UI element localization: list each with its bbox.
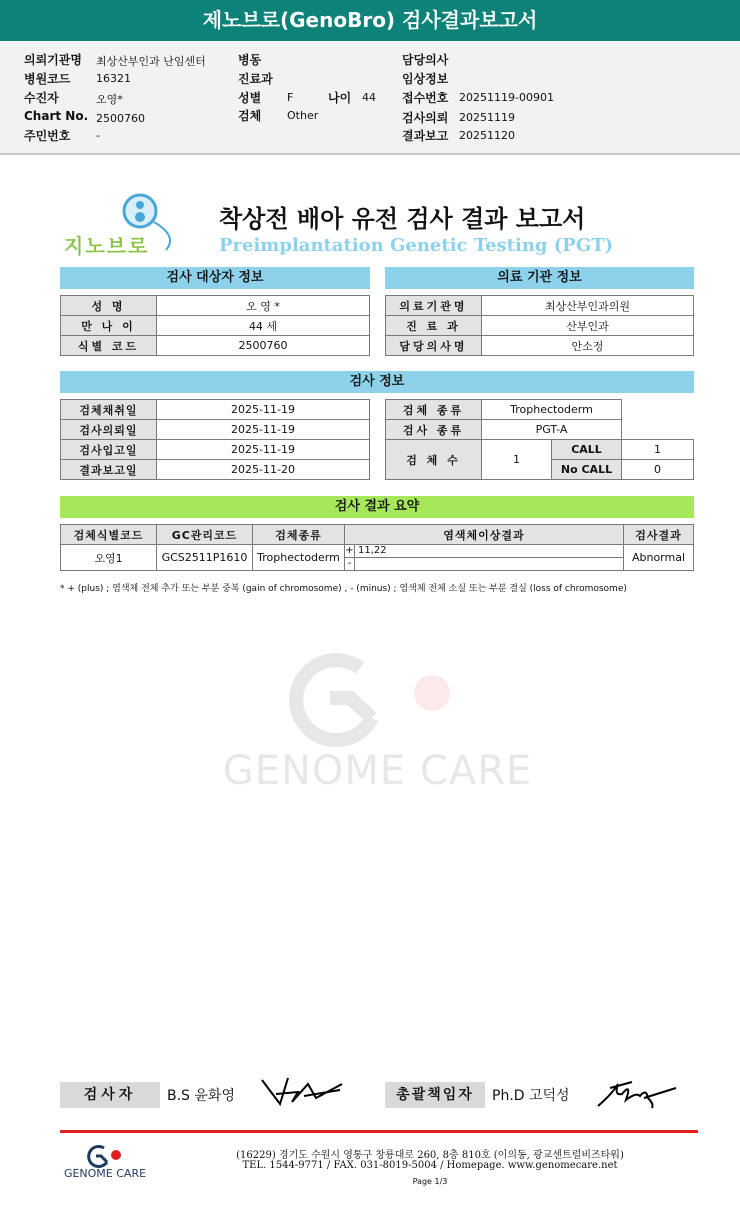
test-dates-table [60, 399, 370, 480]
specimen-value: Other [287, 109, 319, 122]
test-info-heading: 검사 정보 [60, 371, 694, 393]
table-row [61, 440, 370, 460]
subject-info-heading: 검사 대상자 정보 [60, 267, 370, 289]
col-header-chromosome-result: 염색체이상결과 [345, 525, 624, 545]
subject-age-label: 만 나 이 [61, 316, 157, 336]
table-row [61, 400, 370, 420]
table-row [61, 316, 370, 336]
report-label: 결과보고 [402, 129, 449, 143]
report-date-value: 2025-11-20 [157, 460, 370, 480]
specimen-type-value: Trophectoderm [482, 400, 622, 420]
report-value: 20251120 [459, 129, 515, 142]
subject-info-table [60, 295, 370, 356]
genome-care-logo-icon [84, 1144, 128, 1168]
result-summary-table [60, 524, 694, 571]
sex-label: 성별 [238, 91, 262, 105]
table-row [61, 420, 370, 440]
result-footnote: * + (plus) ; 염색체 전체 추가 또는 부분 중복 (gain of chromosome) , - (minus) ; 염색체 전체 소실 또는 부분 결실 (loss of chromosome) [60, 584, 627, 594]
chart-value: 2500760 [96, 112, 145, 125]
inst-label: 의뢰기관명 [24, 53, 82, 67]
plus-value: 11,22 [355, 545, 624, 558]
call-value: 1 [622, 440, 694, 460]
watermark-logo-icon [200, 648, 555, 748]
examiner-label: 검사자 [60, 1082, 160, 1108]
page-number: Page 1/3 [412, 1177, 448, 1186]
table-row [61, 296, 370, 316]
subject-id-value: 2500760 [157, 336, 370, 356]
institution-dept-value: 산부인과 [482, 316, 694, 336]
receipt-value: 20251119-00901 [459, 91, 554, 104]
report-title: 착상전 배아 유전 검사 결과 보고서 [219, 205, 586, 233]
report-subtitle: Preimplantation Genetic Testing (PGT) [219, 235, 614, 256]
summary-specimen-id: 오영1 [61, 545, 157, 571]
request-date-label: 검사의뢰일 [61, 420, 157, 440]
footer-address: (16229) 경기도 수원시 영통구 창룡대로 260, 8층 810호 (이의동, 광교센트럴비즈타워) [236, 1150, 624, 1161]
specimen-label: 검체 [238, 109, 262, 123]
rrn-label: 주민번호 [24, 129, 71, 143]
report-date-label: 결과보고일 [61, 460, 157, 480]
minus-sign: - [345, 558, 355, 571]
ward-label: 병동 [238, 53, 262, 67]
institution-info-table [385, 295, 694, 356]
call-label: CALL [552, 440, 622, 460]
patient-header-panel [0, 41, 740, 155]
table-row [386, 400, 694, 420]
examiner-name: B.S 윤화영 [167, 1088, 235, 1104]
patient-label: 수진자 [24, 91, 59, 105]
table-header-row [61, 525, 694, 545]
specimen-info-table [385, 399, 694, 480]
table-row [386, 440, 694, 460]
specimen-count-value: 1 [482, 440, 552, 480]
institution-doctor-value: 안소정 [482, 336, 694, 356]
nocall-label: No CALL [552, 460, 622, 480]
result-summary-heading: 검사 결과 요약 [60, 496, 694, 518]
director-signature [592, 1074, 682, 1112]
test-type-value: PGT-A [482, 420, 622, 440]
request-value: 20251119 [459, 111, 515, 124]
patient-value: 오영* [96, 93, 123, 106]
footer-divider [60, 1130, 698, 1133]
report-top-title: 제노브로(GenoBro) 검사결과보고서 [0, 0, 740, 41]
col-header-specimen-id: 검체식별코드 [61, 525, 157, 545]
subject-age-value: 44 세 [157, 316, 370, 336]
summary-gc-code: GCS2511P1610 [157, 545, 253, 571]
col-header-specimen-type: 검체종류 [253, 525, 345, 545]
rrn-value: - [96, 129, 100, 142]
inst-value: 최상산부인과 난임센터 [96, 55, 206, 68]
collection-date-label: 검체채취일 [61, 400, 157, 420]
summary-test-result: Abnormal [624, 545, 694, 571]
logo-text: 지노브로 [64, 234, 150, 258]
watermark-text: GENOME CARE [222, 748, 533, 794]
examiner-signature [258, 1074, 348, 1110]
specimen-type-label: 검체 종류 [386, 400, 482, 420]
receipt-label: 접수번호 [402, 91, 449, 105]
col-header-gc-code: GC관리코드 [157, 525, 253, 545]
genome-care-watermark [200, 648, 555, 793]
table-row [386, 336, 694, 356]
table-row [61, 460, 370, 480]
specimen-count-label: 검 체 수 [386, 440, 482, 480]
sex-value: F [287, 91, 294, 104]
age-value: 44 [362, 91, 376, 104]
footer-contact: TEL. 1544-9771 / FAX. 031-8019-5004 / Homepage. www.genomecare.net [242, 1160, 618, 1171]
institution-name-label: 의료기관명 [386, 296, 482, 316]
age-label: 나이 [328, 91, 352, 105]
dept-label: 진료과 [238, 72, 273, 86]
plus-sign: + [345, 545, 354, 556]
hosp-code-value: 16321 [96, 72, 131, 85]
subject-name-value: 오 영 * [157, 296, 370, 316]
institution-info-heading: 의료 기관 정보 [385, 267, 694, 289]
table-row [61, 545, 694, 558]
minus-value [355, 558, 624, 571]
doctor-label: 담당의사 [402, 53, 449, 67]
test-type-label: 검사 종류 [386, 420, 482, 440]
summary-specimen-type: Trophectoderm [253, 545, 345, 571]
collection-date-value: 2025-11-19 [157, 400, 370, 420]
request-date-value: 2025-11-19 [157, 420, 370, 440]
director-label: 총괄책임자 [385, 1082, 485, 1108]
nocall-value: 0 [622, 460, 694, 480]
table-row [386, 420, 694, 440]
clinical-label: 임상정보 [402, 72, 449, 86]
table-row [61, 336, 370, 356]
table-row [386, 296, 694, 316]
receipt-date-value: 2025-11-19 [157, 440, 370, 460]
table-row [386, 316, 694, 336]
col-header-test-result: 검사결과 [624, 525, 694, 545]
footer-company-name: GENOME CARE [63, 1167, 147, 1180]
institution-dept-label: 진 료 과 [386, 316, 482, 336]
hosp-code-label: 병원코드 [24, 72, 71, 86]
institution-name-value: 최상산부인과의원 [482, 296, 694, 316]
institution-doctor-label: 담당의사명 [386, 336, 482, 356]
receipt-date-label: 검사입고일 [61, 440, 157, 460]
request-label: 검사의뢰 [402, 111, 449, 125]
subject-id-label: 식별 코드 [61, 336, 157, 356]
director-name: Ph.D 고덕성 [492, 1088, 570, 1104]
genobro-logo [60, 192, 180, 258]
chart-label: Chart No. [24, 109, 89, 123]
subject-name-label: 성 명 [61, 296, 157, 316]
